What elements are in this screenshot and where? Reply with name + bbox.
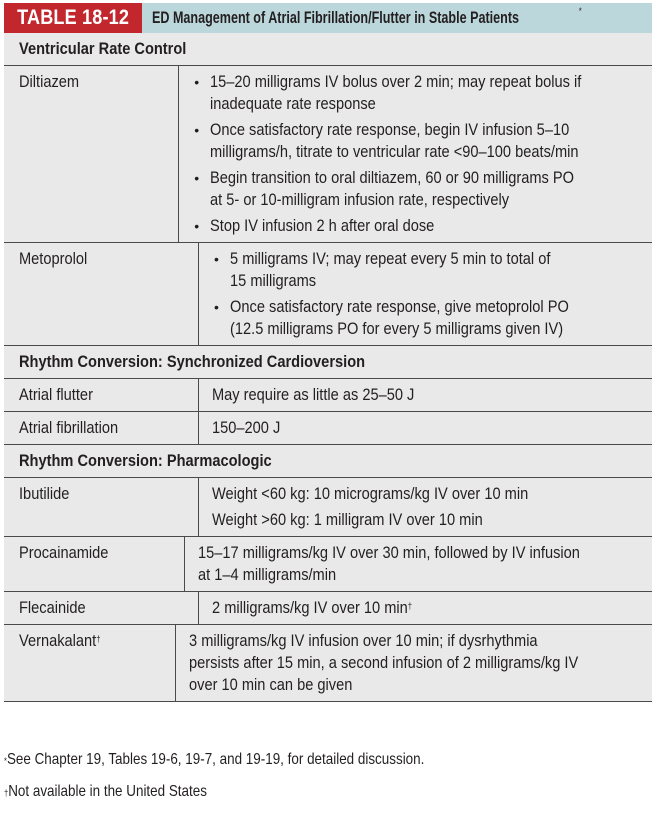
drug-cell xyxy=(4,625,176,701)
footnotes xyxy=(4,748,504,812)
bullet-icon: • xyxy=(214,299,219,315)
table-row xyxy=(4,379,652,412)
dosing-text: Once satisfactory rate response, begin IV infusion 5–10 xyxy=(210,120,570,139)
dosing-text: 15–17 milligrams/kg IV over 30 min, followed by IV infusion xyxy=(197,543,580,562)
table-row xyxy=(4,625,652,702)
table-title xyxy=(142,3,652,33)
table-title-bar xyxy=(4,3,652,33)
drug-cell xyxy=(4,412,199,444)
bullet-item xyxy=(192,215,642,237)
dosing-item xyxy=(189,630,642,696)
table xyxy=(4,3,652,702)
dosing-item xyxy=(212,483,642,505)
bullet-item xyxy=(192,167,642,211)
table-body xyxy=(4,33,652,702)
dosing-text: Weight >60 kg: 1 milligram IV over 10 min xyxy=(212,510,483,529)
dosing-text: 150–200 J xyxy=(212,418,281,437)
dosing-text: 15 milligrams xyxy=(230,271,317,290)
dosing-text: 3 milligrams/kg IV infusion over 10 min; if dysrhythmia xyxy=(189,631,538,650)
bullet-icon: • xyxy=(194,218,200,234)
section-header-text: Rhythm Conversion: Pharmacologic xyxy=(19,451,272,470)
section-header-text: Ventricular Rate Control xyxy=(19,39,187,58)
drug-footnote-mark: † xyxy=(96,634,101,644)
footnote-mark: † xyxy=(4,788,9,798)
drug-name: Atrial flutter xyxy=(19,385,93,404)
drug-name: Vernakalant xyxy=(19,631,97,650)
table-number-tag xyxy=(4,3,142,33)
bullet-item xyxy=(192,71,642,115)
dosing-text: Weight <60 kg: 10 micrograms/kg IV over 10 min xyxy=(212,484,529,503)
dosing-item xyxy=(212,597,642,619)
drug-name: Ibutilide xyxy=(19,484,70,503)
dosing-text: inadequate rate response xyxy=(210,94,377,113)
section-header xyxy=(4,33,652,66)
dosing-item xyxy=(212,417,642,439)
dosing-cell xyxy=(199,592,652,624)
table-number: TABLE 18-12 xyxy=(17,6,130,29)
dosing-text: 5 milligrams IV; may repeat every 5 min to total of xyxy=(230,249,551,268)
dosing-item xyxy=(212,384,642,406)
dosing-text: Stop IV infusion 2 h after oral dose xyxy=(210,216,435,235)
drug-cell xyxy=(4,243,199,345)
drug-name: Atrial fibrillation xyxy=(19,418,119,437)
drug-cell xyxy=(4,66,179,242)
dosing-cell xyxy=(199,379,652,411)
table-row xyxy=(4,478,652,537)
dosing-cell xyxy=(176,625,652,701)
bullet-item xyxy=(192,119,642,163)
bullet-item xyxy=(212,296,642,340)
dosing-cell xyxy=(199,412,652,444)
drug-cell xyxy=(4,478,199,536)
dosing-text: at 5- or 10-milligram infusion rate, respectively xyxy=(210,190,510,209)
table-row xyxy=(4,66,652,243)
drug-cell xyxy=(4,592,199,624)
drug-cell xyxy=(4,537,185,591)
bullet-item xyxy=(212,248,642,292)
footnote-text: See Chapter 19, Tables 19-6, 19-7, and 19-19, for detailed discussion. xyxy=(6,751,425,768)
section-header xyxy=(4,346,652,379)
drug-name: Metoprolol xyxy=(19,249,88,268)
dosing-item xyxy=(198,542,642,586)
dosing-text: milligrams/h, titrate to ventricular rate <90–100 beats/min xyxy=(210,142,579,161)
dosing-item xyxy=(212,509,642,531)
table-row xyxy=(4,537,652,592)
drug-cell xyxy=(4,379,199,411)
dosing-text: May require as little as 25–50 J xyxy=(212,385,415,404)
section-header-text: Rhythm Conversion: Synchronized Cardioversion xyxy=(19,352,366,371)
footnote xyxy=(4,780,504,804)
bullet-icon: • xyxy=(194,170,200,186)
table-title-footnote-mark: * xyxy=(579,6,583,16)
dosing-text: 2 milligrams/kg IV over 10 min xyxy=(212,598,408,617)
drug-name: Procainamide xyxy=(19,543,109,562)
dosing-cell xyxy=(199,243,652,345)
footnote xyxy=(4,748,504,772)
dosing-text: 15–20 milligrams IV bolus over 2 min; may repeat bolus if xyxy=(210,72,582,91)
footnote-text: Not available in the United States xyxy=(8,783,207,800)
table-row xyxy=(4,592,652,625)
dosing-text: (12.5 milligrams PO for every 5 milligrams given IV) xyxy=(230,319,564,338)
footnote-mark: * xyxy=(4,756,7,766)
dosing-cell xyxy=(185,537,652,591)
table-row xyxy=(4,412,652,445)
bullet-icon: • xyxy=(214,251,219,267)
bullet-icon: • xyxy=(194,74,200,90)
dosing-text: Once satisfactory rate response, give metoprolol PO xyxy=(230,297,569,316)
dosing-cell xyxy=(199,478,652,536)
drug-name: Diltiazem xyxy=(19,72,80,91)
section-header xyxy=(4,445,652,478)
drug-name: Flecainide xyxy=(19,598,86,617)
dosing-text: over 10 min can be given xyxy=(189,675,353,694)
dosing-cell xyxy=(179,66,652,242)
table-row xyxy=(4,243,652,346)
dosing-text: at 1–4 milligrams/min xyxy=(197,565,337,584)
dosing-text: persists after 15 min, a second infusion of 2 milligrams/kg IV xyxy=(189,653,579,672)
dosing-footnote-mark: † xyxy=(407,601,413,611)
bullet-icon: • xyxy=(194,122,200,138)
dosing-text: Begin transition to oral diltiazem, 60 or 90 milligrams PO xyxy=(210,168,575,187)
table-title-text: ED Management of Atrial Fibrillation/Flutter in Stable Patients xyxy=(152,8,520,27)
